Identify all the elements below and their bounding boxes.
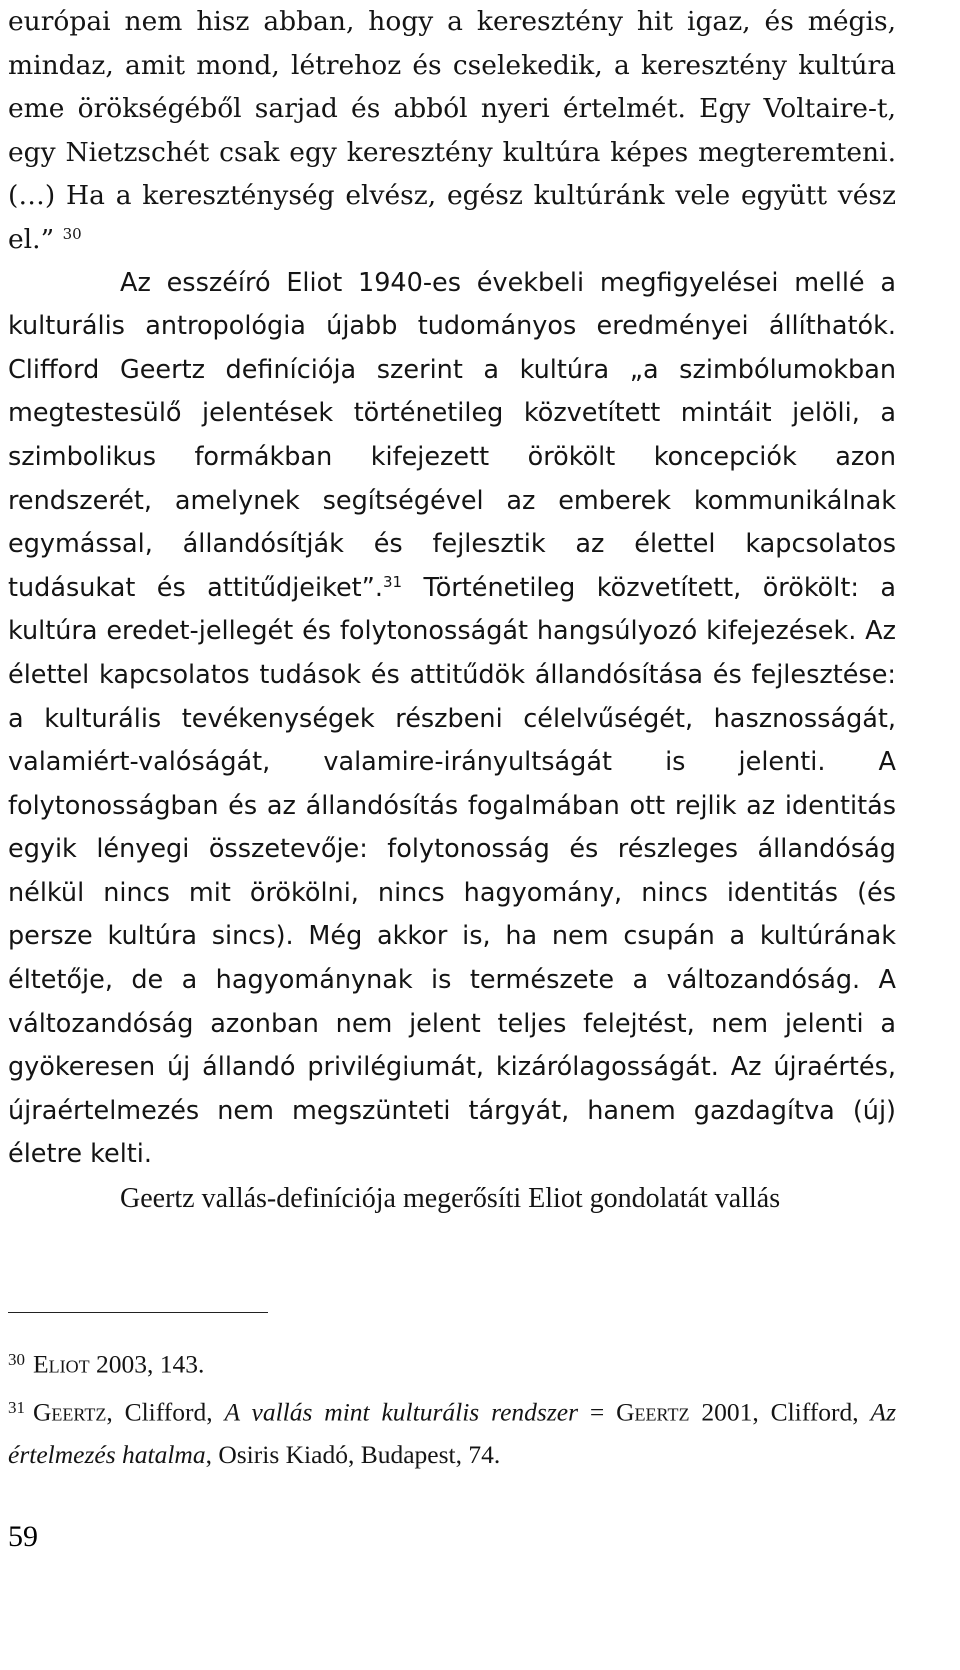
footnote-citation: 2003, 143. bbox=[89, 1349, 205, 1379]
footnotes bbox=[8, 1338, 896, 1476]
paragraph-text-1: Az esszéíró Eliot 1940-es évekbeli megfigyelései mellé a kulturális antropológia újabb tudományos eredményei állíthatók. Clifford Geertz definíciója szerint a kultúra „a szimbólumokban megtestesülő jelentések történetileg közvetített mintáit jelöli, a szimbolikus formákban kifejezett örökölt koncepciók azon rendszerét, amelynek segítségével az emberek kommunikálnak egymással, állandósítják és fejlesztik az élettel kapcsolatos tudásukat és attitűdjeiket”. bbox=[8, 267, 896, 603]
footnote-number-30: 30 bbox=[8, 1350, 25, 1369]
quote-paragraph bbox=[8, 0, 896, 262]
document-page bbox=[8, 0, 896, 1470]
paragraph-text-2: Történetileg közvetített, örökölt: a kultúra eredet-jellegét és folytonosságát hangsúlyozó kifejezések. Az élettel kapcsolatos tudások és attitűdök állandósítása és fejlesztése: a kulturális tevékenységek részbeni célelvűségét, hasznosságát, valamiért-valóságát, valamire-irányultságát is jelenti. A folytonosságban és az állandósítás fogalmában ott rejlik az identitás egyik lényegi összetevője: folytonosság és részleges állandóság nélkül nincs mit örökölni, nincs hagyomány, nincs identitás (és persze kultúra sincs). Még akkor is, ha nem csupán a kultúrának éltetője, de a hagyománynak is természete a változandóság. A változandóság azonban nem jelent teljes felejtést, nem jelenti a gyökeresen új állandó privilégiumát, kizárólagosságát. Az újraértés, újraértelmezés nem megszünteti tárgyát, hanem gazdagítva (új) életre kelti. bbox=[8, 572, 896, 1170]
footnote-text: 2001, Clifford, bbox=[689, 1397, 871, 1427]
footnote-31 bbox=[8, 1386, 896, 1477]
main-text bbox=[8, 0, 896, 1221]
quote-text: európai nem hisz abban, hogy a keresztény hit igaz, és mégis, mindaz, amit mond, létrehoz és cselekedik, a keresztény kultúra eme örökségéből sarjad és abból nyeri értelmét. Egy Voltaire-t, egy Nietzschét csak egy keresztény kultúra képes megteremteni. (…) Ha a kereszténység elvész, egész kultúránk vele együtt vész el.” bbox=[8, 6, 896, 255]
footnote-ref-31[interactable]: 31 bbox=[382, 572, 403, 591]
footnote-separator bbox=[8, 1312, 268, 1313]
footnote-30 bbox=[8, 1338, 896, 1386]
footnote-text: = bbox=[578, 1397, 617, 1427]
paragraph-eliot-geertz bbox=[8, 262, 896, 1177]
footnote-title: A vallás mint kulturális rendszer bbox=[224, 1397, 578, 1427]
footnote-author: Eliot bbox=[33, 1349, 90, 1379]
footnote-text: , Osiris Kiadó, Budapest, 74. bbox=[205, 1440, 501, 1470]
footnote-number-31: 31 bbox=[8, 1397, 25, 1417]
paragraph-geertz-religion bbox=[8, 1177, 896, 1221]
footnote-author: Geertz bbox=[33, 1397, 107, 1427]
paragraph-text-3: Geertz vallás-definíciója megerősíti Eliot gondolatát vallás bbox=[120, 1183, 781, 1215]
footnote-text: , Clifford, bbox=[106, 1397, 225, 1427]
footnote-title: Az értelmezés hatalma bbox=[8, 1397, 896, 1470]
footnote-ref-30[interactable]: 30 bbox=[62, 224, 82, 243]
page-number: 59 bbox=[8, 1520, 38, 1553]
footnote-author: Geertz bbox=[616, 1397, 690, 1427]
